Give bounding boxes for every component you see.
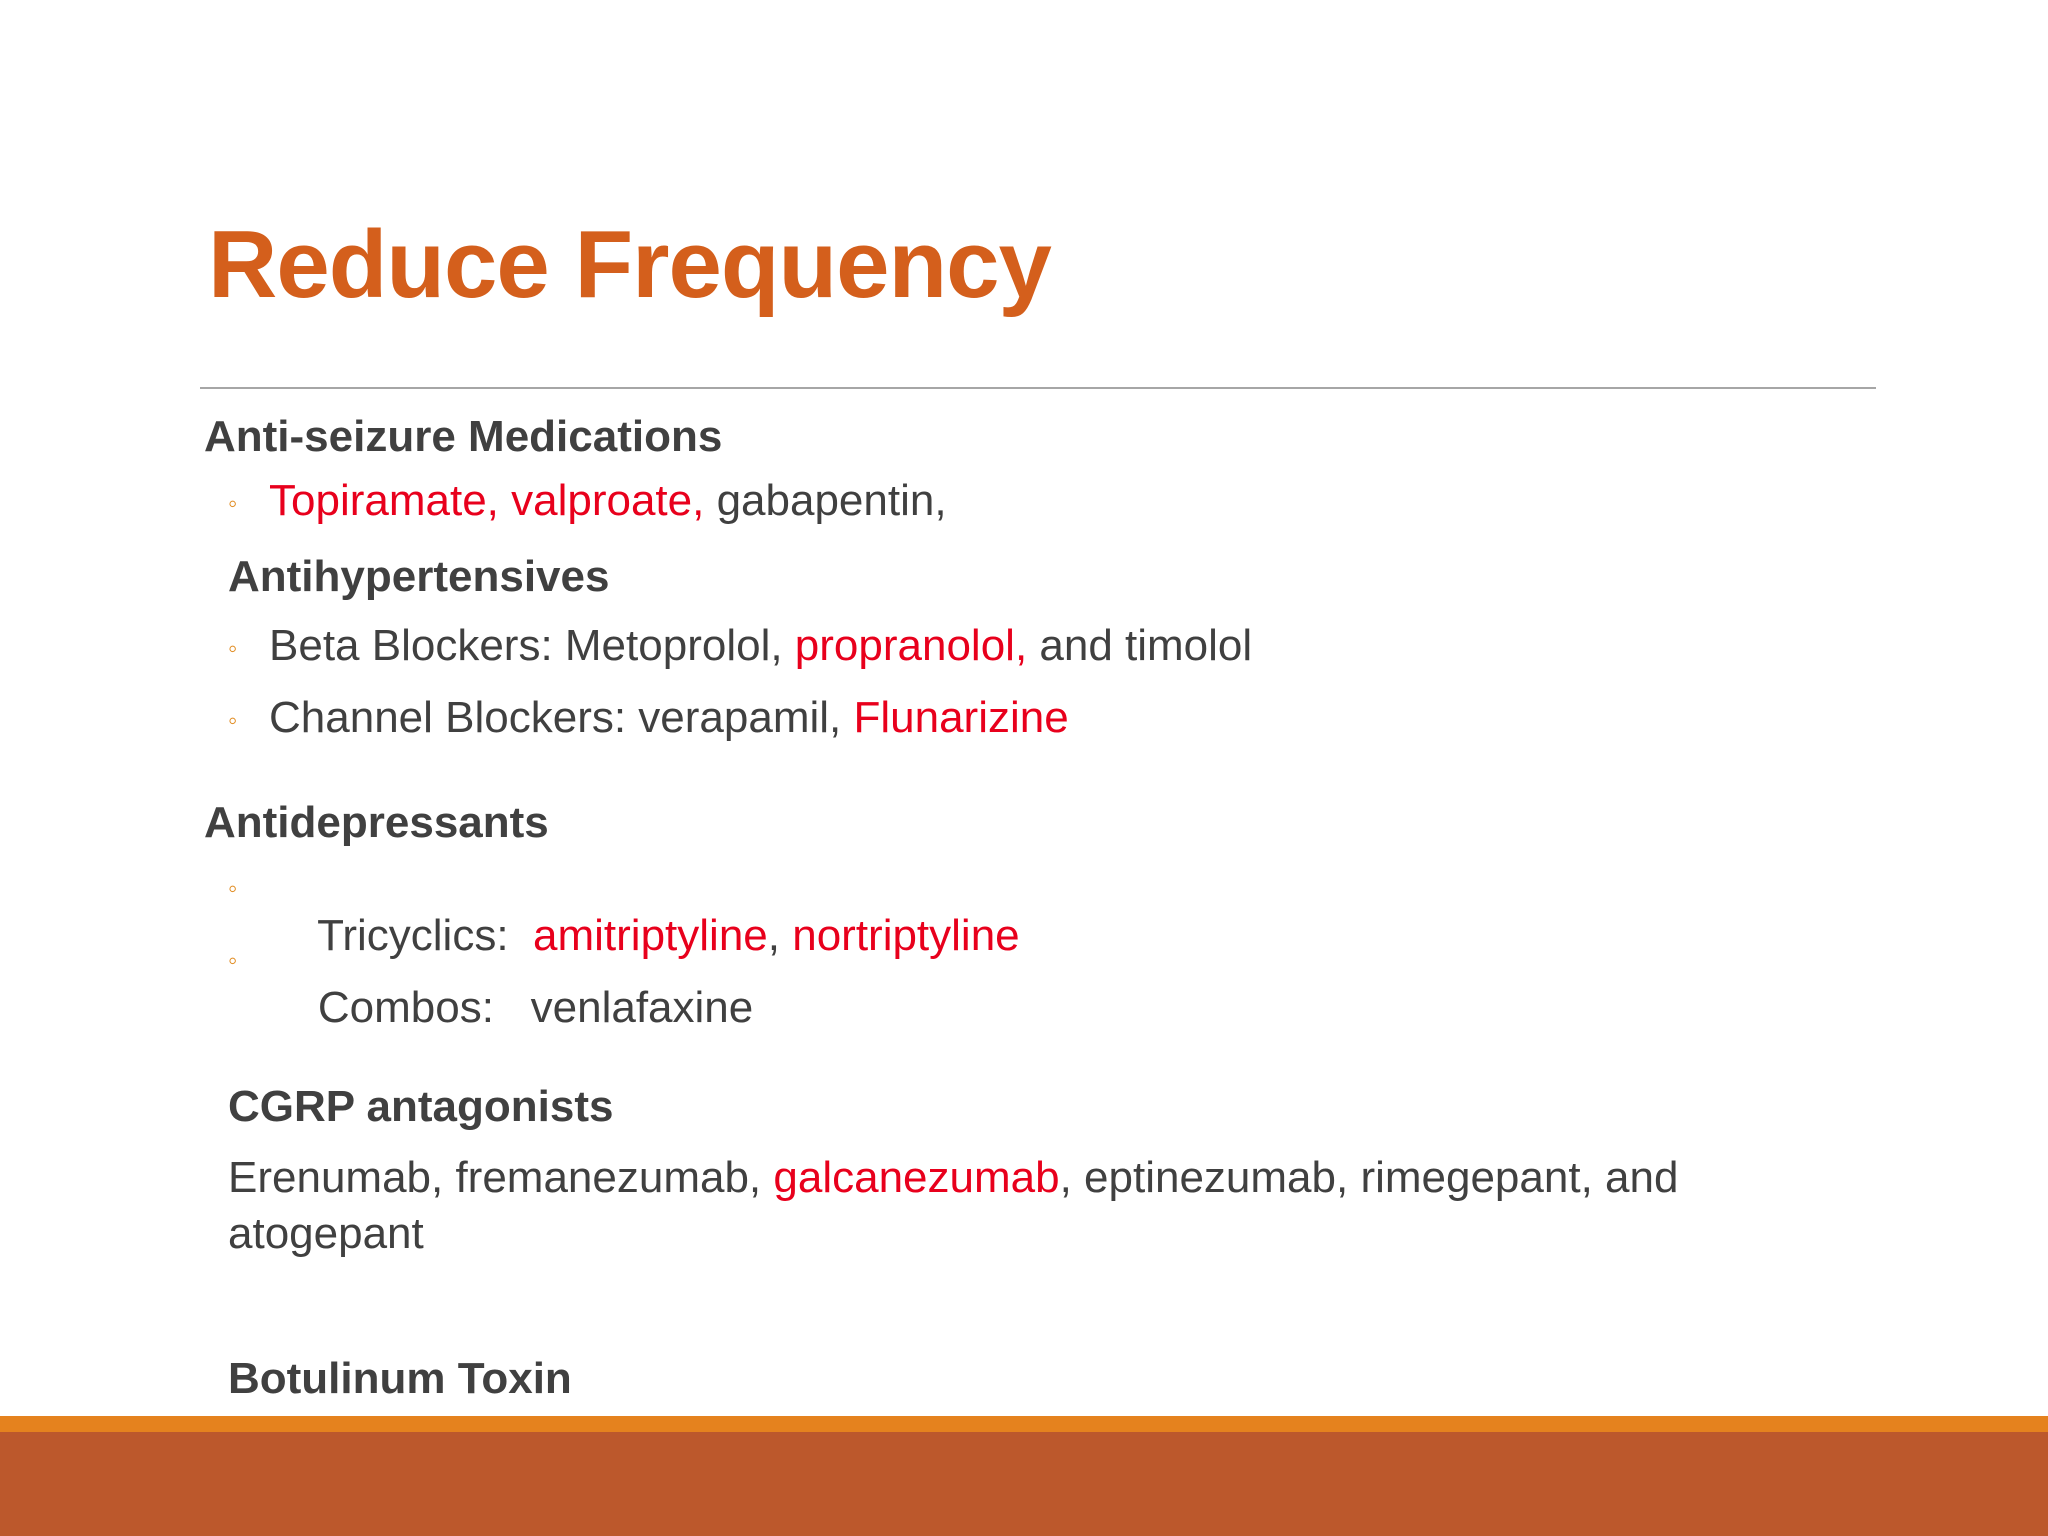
section-heading-anti-seizure: Anti-seizure Medications	[204, 412, 723, 461]
highlighted-drug: galcanezumab	[773, 1153, 1060, 1202]
highlighted-drug: propranolol,	[794, 621, 1028, 670]
footer-accent-stripe	[0, 1416, 2048, 1432]
title-divider	[200, 387, 1876, 389]
circle-bullet-icon: ◦	[228, 633, 238, 663]
item-text: gabapentin,	[704, 476, 947, 525]
item-text: Beta Blockers: Metoprolol,	[269, 621, 795, 670]
cgrp-drug-list	[228, 1150, 1828, 1262]
circle-bullet-icon: ◦	[228, 705, 238, 735]
slide-title: Reduce Frequency	[208, 211, 1051, 318]
section-heading-botulinum: Botulinum Toxin	[228, 1354, 572, 1403]
item-text: Combos: venlafaxine	[317, 983, 754, 1032]
paragraph-text: , eptinezumab, rimegepant, and atogepant	[228, 1153, 1679, 1258]
highlighted-drugs: Topiramate, valproate,	[269, 476, 705, 525]
circle-bullet-icon: ◦	[228, 488, 238, 518]
item-text: Tricyclics:	[317, 911, 534, 960]
footer-band	[0, 1432, 2048, 1536]
section-heading-antihypertensives: Antihypertensives	[228, 552, 610, 601]
highlighted-drug: amitriptyline	[533, 911, 768, 960]
list-item-antihypertensives-1	[269, 621, 1252, 671]
highlighted-drug: nortriptyline	[792, 911, 1020, 960]
item-text: Channel Blockers: verapamil,	[269, 693, 854, 742]
section-heading-antidepressants: Antidepressants	[204, 798, 549, 847]
section-heading-cgrp: CGRP antagonists	[228, 1082, 614, 1131]
list-item-anti-seizure-1	[269, 476, 947, 526]
list-item-antihypertensives-2	[269, 693, 1069, 743]
list-item-antidepressants-2	[269, 933, 753, 1083]
item-text: and timolol	[1027, 621, 1253, 670]
item-text: ,	[767, 911, 793, 960]
highlighted-drug: Flunarizine	[853, 693, 1069, 742]
circle-bullet-icon: ◦	[228, 873, 238, 903]
circle-bullet-icon: ◦	[228, 945, 238, 975]
paragraph-text: Erenumab, fremanezumab,	[228, 1153, 774, 1202]
